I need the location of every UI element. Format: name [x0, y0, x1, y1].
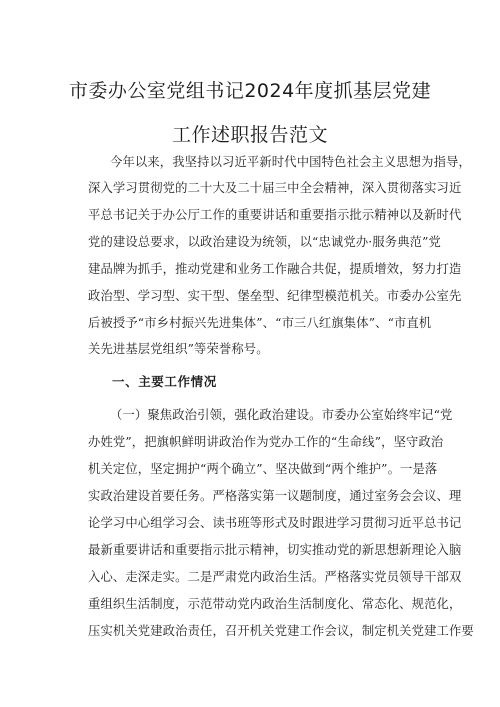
- section-paragraph-line: 最新重要讲话和重要指示批示精神，切实推动党的新思想新理论入脑: [88, 543, 462, 557]
- intro-paragraph-line: 今年以来，我坚持以习近平新时代中国特色社会主义思想为指导，: [110, 155, 471, 169]
- intro-paragraph-line: 建品牌为抓手，推动党建和业务工作融合共促，提质增效，努力打造: [88, 262, 462, 276]
- section-paragraph-line: 重组织生活制度，示范带动党内政治生活制度化、常态化、规范化，: [88, 597, 462, 611]
- document-title-line-2: 工作述职报告范文: [171, 124, 328, 146]
- section-paragraph-line: 办姓党”，把旗帜鲜明讲政治作为党办工作的“生命线”，坚守政治: [88, 435, 444, 449]
- document-title-line-1: 市委办公室党组书记2024年度抓基层党建: [68, 80, 432, 102]
- intro-paragraph-line: 关先进基层党组织”等荣誉称号。: [88, 342, 269, 356]
- section-paragraph-line: （一）聚焦政治引领，强化政治建设。市委办公室始终牢记“党: [110, 408, 453, 422]
- intro-paragraph-line: 深入学习贯彻党的二十大及二十届三中全会精神，深入贯彻落实习近: [88, 181, 462, 195]
- intro-paragraph-line: 政治型、学习型、实干型、堡垒型、纪律型模范机关。市委办公室先: [88, 289, 462, 303]
- section-heading: 一、主要工作情况: [112, 374, 217, 389]
- intro-paragraph-line: 党的建设总要求，以政治建设为统领，以“忠诚党办·服务典范”党: [88, 235, 441, 249]
- section-paragraph-line: 论学习中心组学习会、读书班等形式及时跟进学习贯彻习近平总书记: [88, 516, 462, 530]
- intro-paragraph-line: 后被授予“市乡村振兴先进集体”、“市三八红旗集体”、“市直机: [88, 316, 432, 330]
- section-paragraph-line: 机关定位，坚定拥护“两个确立”、坚决做到“两个维护”。一是落: [88, 462, 438, 476]
- section-paragraph-line: 入心、走深走实。二是严肃党内政治生活。严格落实党员领导干部双: [88, 570, 462, 584]
- intro-paragraph-line: 平总书记关于办公厅工作的重要讲话和重要指示批示精神以及新时代: [88, 208, 462, 222]
- section-paragraph-line: 实政治建设首要任务。严格落实第一议题制度，通过室务会会议、理: [88, 489, 462, 503]
- section-paragraph-line: 压实机关党建政治责任，召开机关党建工作会议，制定机关党建工作要: [88, 624, 474, 638]
